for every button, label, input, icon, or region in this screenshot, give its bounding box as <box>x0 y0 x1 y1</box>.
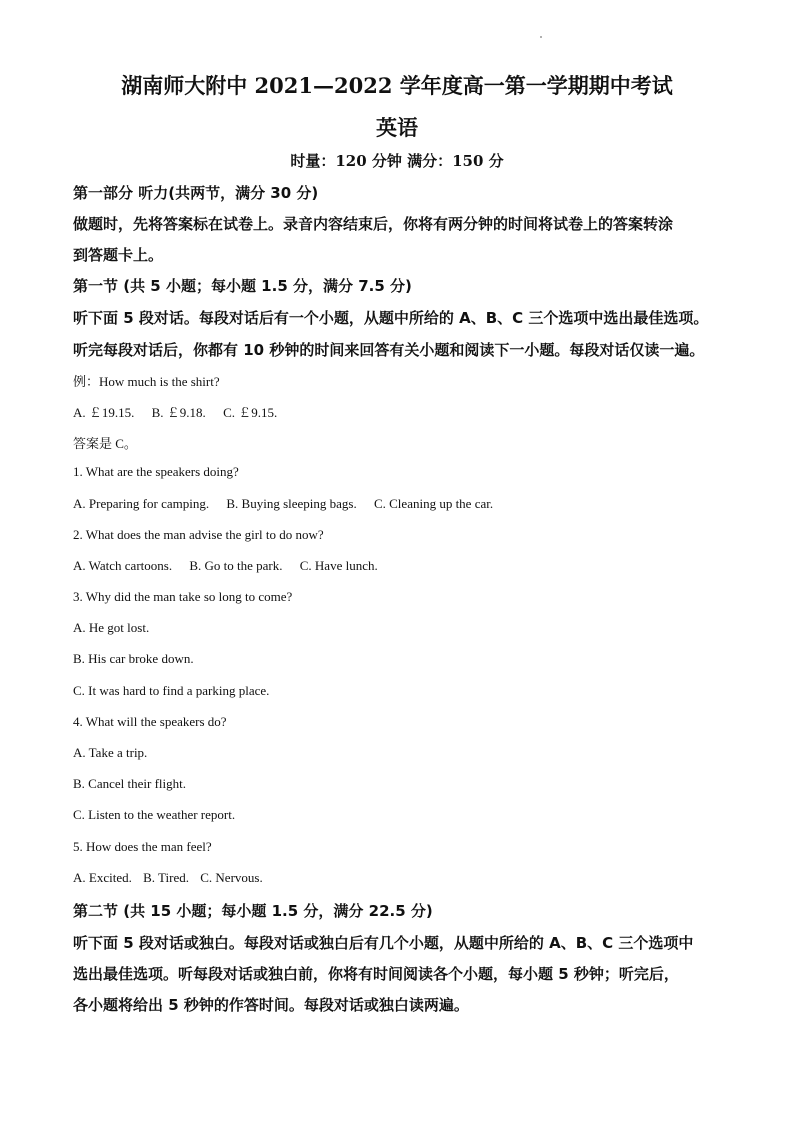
question-1-options <box>73 496 507 512</box>
q5-option-a: A. Excited. <box>73 870 132 885</box>
example-option-b: B. ￡9.18. <box>151 405 206 420</box>
section2-instruction-line2: 选出最佳选项。听每段对话或独白前，你将有时间阅读各个小题，每小题 5 秒钟；听完后， <box>73 965 679 983</box>
q1-option-c: C. Cleaning up the car. <box>373 496 494 511</box>
q2-option-c: C. Have lunch. <box>299 558 378 573</box>
exam-title: 湖南师大附中 2021—2022 学年度高一第一学期期中考试 <box>121 73 673 98</box>
time-score-line: 时量：120 分钟 满分：150 分 <box>290 152 504 170</box>
section2-instruction-line3: 各小题将给出 5 秒钟的作答时间。每段对话或独白读两遍。 <box>73 996 469 1014</box>
section2-heading: 第二节 (共 15 小题；每小题 1.5 分，满分 22.5 分) <box>73 902 433 920</box>
q4-option-c: C. Listen to the weather report. <box>73 807 236 822</box>
section1-heading: 第一节 (共 5 小题；每小题 1.5 分，满分 7.5 分) <box>73 277 412 295</box>
page-speck <box>540 36 542 38</box>
example-options <box>73 402 291 421</box>
q4-option-b: B. Cancel their flight. <box>73 776 187 791</box>
part1-instruction-line1: 做题时，先将答案标在试卷上。录音内容结束后，你将有两分钟的时间将试卷上的答案转涂 <box>73 215 674 233</box>
question-1: 1. What are the speakers doing? <box>73 464 239 479</box>
example-option-a: A. ￡19.15. <box>73 405 135 420</box>
section1-instruction-line2: 听完每段对话后，你都有 10 秒钟的时间来回答有关小题和阅读下一小题。每段对话仅读一遍。 <box>73 341 705 359</box>
q3-option-a: A. He got lost. <box>73 620 150 635</box>
example-question: 例：How much is the shirt? <box>73 374 220 389</box>
q5-option-c: C. Nervous. <box>200 870 263 885</box>
question-2-options <box>73 558 392 574</box>
question-3: 3. Why did the man take so long to come? <box>73 589 293 604</box>
section2-instruction-line1: 听下面 5 段对话或独白。每段对话或独白后有几个小题，从题中所给的 A、B、C 三个选项中 <box>73 934 694 952</box>
question-2: 2. What does the man advise the girl to do now? <box>73 527 324 542</box>
q1-option-a: A. Preparing for camping. <box>73 496 210 511</box>
subject-title: 英语 <box>376 115 418 140</box>
question-5-options <box>73 870 277 886</box>
q4-option-a: A. Take a trip. <box>73 745 148 760</box>
part1-instruction-line2: 到答题卡上。 <box>73 246 164 264</box>
q2-option-a: A. Watch cartoons. <box>73 558 173 573</box>
part1-heading: 第一部分 听力(共两节，满分 30 分) <box>73 184 319 202</box>
q5-option-b: B. Tired. <box>143 870 189 885</box>
q2-option-b: B. Go to the park. <box>189 558 283 573</box>
q1-option-b: B. Buying sleeping bags. <box>226 496 357 511</box>
example-answer: 答案是 C。 <box>73 436 137 451</box>
section1-instruction-line1: 听下面 5 段对话。每段对话后有一个小题，从题中所给的 A、B、C 三个选项中选出最佳选项。 <box>73 309 709 327</box>
question-5: 5. How does the man feel? <box>73 839 212 854</box>
q3-option-c: C. It was hard to find a parking place. <box>73 683 270 698</box>
question-4: 4. What will the speakers do? <box>73 714 227 729</box>
example-option-c: C. ￡9.15. <box>223 405 278 420</box>
q3-option-b: B. His car broke down. <box>73 651 194 666</box>
